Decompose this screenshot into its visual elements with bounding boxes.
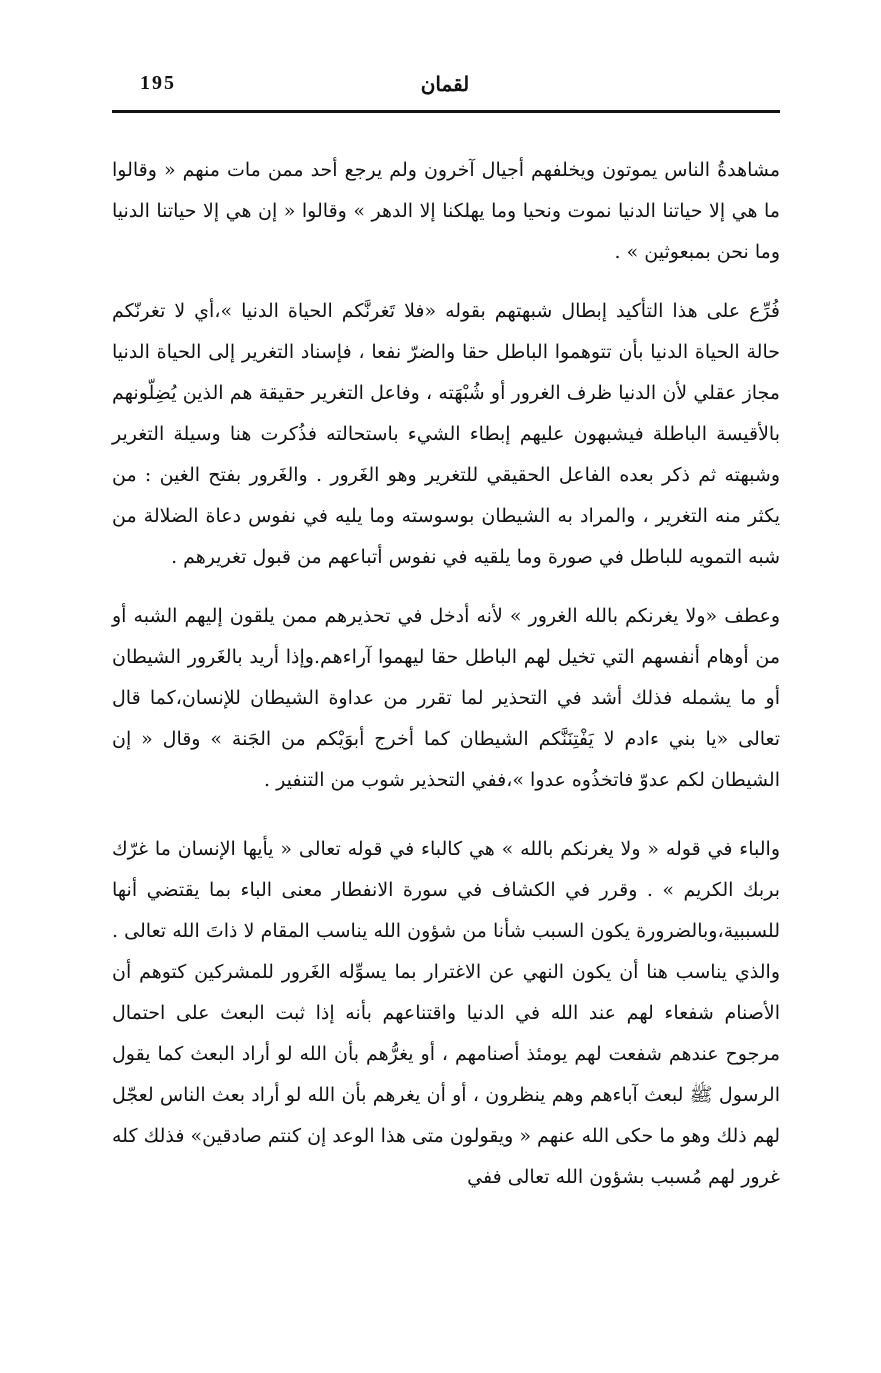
- paragraph-4: والباء في قوله « ولا يغرنكم بالله » هي كالباء في قوله تعالى « يأيها الإنسان ما غرّك بربك الكريم » . وقرر في الكشاف في سورة الانفطار معنى الباء بما يقتضي أنها للسببية،وبالضرورة يكون السبب شأنا من شؤون الله يناسب المقام لا ذاتَ الله تعالى . والذي يناسب هنا أن يكون النهي عن الاغترار بما يسوِّله الغَرور للمشركين كتوهم أن الأصنام شفعاء لهم عند الله في الدنيا واقتناعهم بأنه إذا ثبت البعث على احتمال مرجوح عندهم شفعت لهم يومئذ أصنامهم ، أو يغرُّهم بأن الله لو أراد البعث كما يقول الرسول ﷺ لبعث آباءهم وهم ينظرون ، أو أن يغرهم بأن الله لو أراد بعث الناس لعجّل لهم ذلك وهو ما حكى الله عنهم « ويقولون متى هذا الوعد إن كنتم صادقين» فذلك كله غرور لهم مُسبب بشؤون الله تعالى ففي: [112, 838, 780, 1188]
- paragraph-2: فُرِّع على هذا التأكيد إبطال شبهتهم بقوله «فلا تَغرنَّكم الحياة الدنيا »،أي لا تغرنّكم حالة الحياة الدنيا بأن تتوهموا الباطل حقا والضرّ نفعا ، فإسناد التغرير إلى الحياة الدنيا مجاز عقلي لأن الدنيا ظرف الغرور أو شُبْهَته ، وفاعل التغرير حقيقة هم الذين يُضِلّونهم بالأقيسة الباطلة فيشبهون عليهم إبطاء الشيء باستحالته فذُكرت هنا وسيلة التغرير وشبهته ثم ذكر بعده الفاعل الحقيقي للتغرير وهو الغَرور . والغَرور بفتح الغين : من يكثر منه التغرير ، والمراد به الشيطان بوسوسته وما يليه في نفوس دعاة الضلالة من شبه التمويه للباطل في صورة وما يلقيه في نفوس أتباعهم من قبول تغريرهم .: [112, 300, 780, 568]
- paragraph-1: مشاهدةُ الناس يموتون ويخلفهم أجيال آخرون ولم يرجع أحد ممن مات منهم « وقالوا ما هي إلا حياتنا الدنيا نموت ونحيا وما يهلكنا إلا الدهر » وقالوا « إن هي إلا حياتنا الدنيا وما نحن بمبعوثين » .: [112, 159, 780, 263]
- header-divider: [112, 110, 780, 113]
- page-body: [112, 150, 780, 1198]
- paragraph-3: وعطف «ولا يغرنكم بالله الغرور » لأنه أدخل في تحذيرهم ممن يلقون إليهم الشبه أو من أوهام أنفسهم التي تخيل لهم الباطل حقا ليهموا آراءهم.وإذا أريد بالغَرور الشيطان أو ما يشمله فذلك أشد في التحذير لما تقرر من عداوة الشيطان للإنسان،كما قال تعالى «يا بني ءادم لا يَفْتِنَنَّكم الشيطان كما أخرج أبوَيْكم من الجَنة » وقال « إن الشيطان لكم عدوّ فاتخذُوه عدوا »،ففي التحذير شوب من التنفير .: [112, 605, 780, 791]
- page-header: [110, 66, 780, 106]
- page-number: 195: [140, 72, 176, 94]
- running-title: لقمان: [420, 72, 470, 96]
